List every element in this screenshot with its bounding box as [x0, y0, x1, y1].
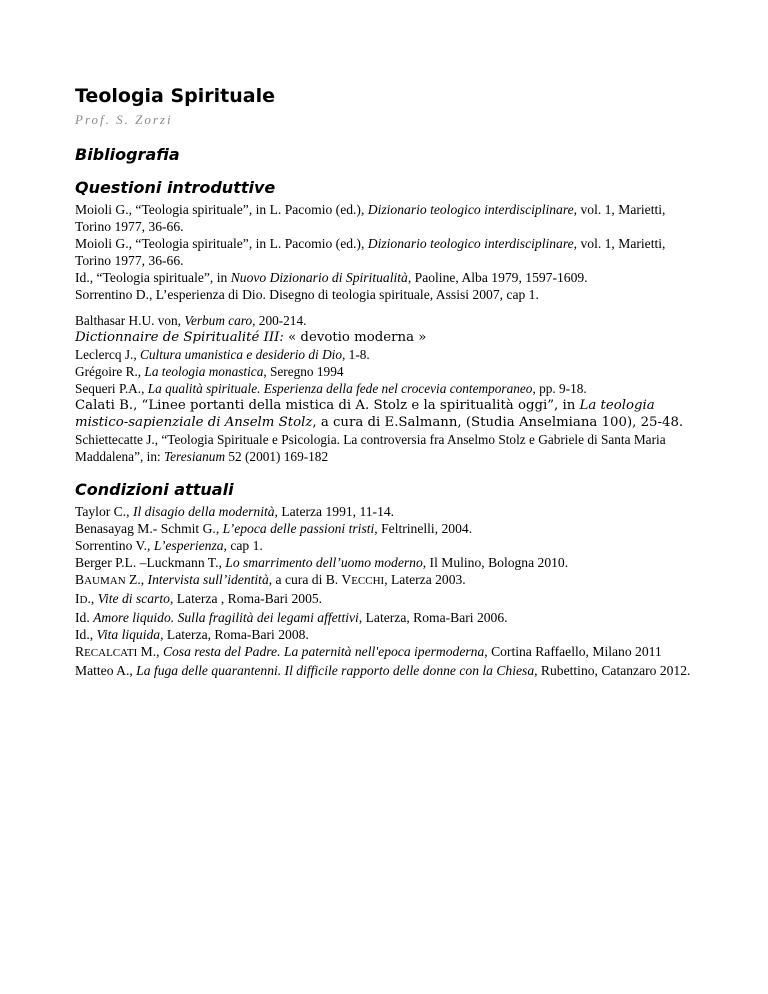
bib-entry: Matteo A., La fuga delle quarantenni. Il difficile rapporto delle donne con la Chiesa, Rubettino, Catanzaro 2012. — [75, 663, 691, 678]
bib-entry: Id., Vita liquida, Laterza, Roma-Bari 2008. — [75, 627, 309, 642]
entries-condizioni — [75, 503, 700, 679]
bib-entry: Balthasar H.U. von, Verbum caro, 200-214. — [75, 313, 307, 328]
bib-entry: Sequeri P.A., La qualità spirituale. Esperienza della fede nel crocevia contemporaneo, pp. 9-18. — [75, 381, 587, 396]
bib-entry: RECALCATI M., Cosa resta del Padre. La paternità nell'epoca ipermoderna, Cortina Raffaello, Milano 2011 — [75, 644, 662, 659]
section-heading-questioni: Questioni introduttive — [75, 178, 276, 197]
bibliography-heading: Bibliografia — [75, 145, 180, 164]
bib-entry: Berger P.L. –Luckmann T., Lo smarrimento dell’uomo moderno, Il Mulino, Bologna 2010. — [75, 555, 569, 570]
bib-entry: ID., Vite di scarto, Laterza , Roma-Bari 2005. — [75, 591, 323, 606]
bib-entry: BAUMAN Z., Intervista sull’identità, a cura di B. VECCHI, Laterza 2003. — [75, 572, 466, 587]
bib-entry: Moioli G., “Teologia spirituale”, in L. Pacomio (ed.), Dizionario teologico interdisciplinare, vol. 1, Marietti, Torino 1977, 36-66. — [75, 236, 666, 268]
document-page — [75, 84, 700, 679]
bib-entry: Sorrentino D., L’esperienza di Dio. Disegno di teologia spirituale, Assisi 2007, cap 1. — [75, 287, 539, 302]
paragraph-gap — [75, 303, 700, 312]
bib-entry: Moioli G., “Teologia spirituale”, in L. Pacomio (ed.), Dizionario teologico interdisciplinare, vol. 1, Marietti, Torino 1977, 36-66. — [75, 202, 666, 234]
author-line: Prof. S. Zorzi — [75, 112, 173, 127]
section-heading-condizioni: Condizioni attuali — [75, 480, 234, 499]
bib-entry: Id., “Teologia spirituale”, in Nuovo Dizionario di Spiritualità, Paoline, Alba 1979, 1597-1609. — [75, 270, 588, 285]
bib-entry: Id. Amore liquido. Sulla fragilità dei legami affettivi, Laterza, Roma-Bari 2006. — [75, 610, 508, 625]
bib-entry: Benasayag M.- Schmit G., L’epoca delle passioni tristi, Feltrinelli, 2004. — [75, 521, 473, 536]
bib-entry: Leclercq J., Cultura umanistica e desiderio di Dio, 1-8. — [75, 347, 370, 362]
bib-entry: Taylor C., Il disagio della modernità, Laterza 1991, 11-14. — [75, 504, 395, 519]
bib-entry: Schiettecatte J., “Teologia Spirituale e Psicologia. La controversia fra Anselmo Stolz e Gabriele di Santa Maria Maddalena”, in: Teresianum 52 (2001) 169-182 — [75, 432, 666, 464]
bib-entry: Grégoire R., La teologia monastica, Seregno 1994 — [75, 364, 344, 379]
document-title: Teologia Spirituale — [75, 85, 276, 107]
bib-entry: Dictionnaire de Spiritualité III: « devotio moderna » — [75, 330, 427, 345]
bib-entry: Sorrentino V., L’esperienza, cap 1. — [75, 538, 263, 553]
bib-entry: Calati B., “Linee portanti della mistica di A. Stolz e la spiritualità oggi”, in La teologia mistico-sapienziale di Anselm Stolz, a cura di E.Salmann, (Studia Anselmiana 100), 25-48. — [75, 398, 684, 430]
entries-questioni — [75, 201, 700, 465]
